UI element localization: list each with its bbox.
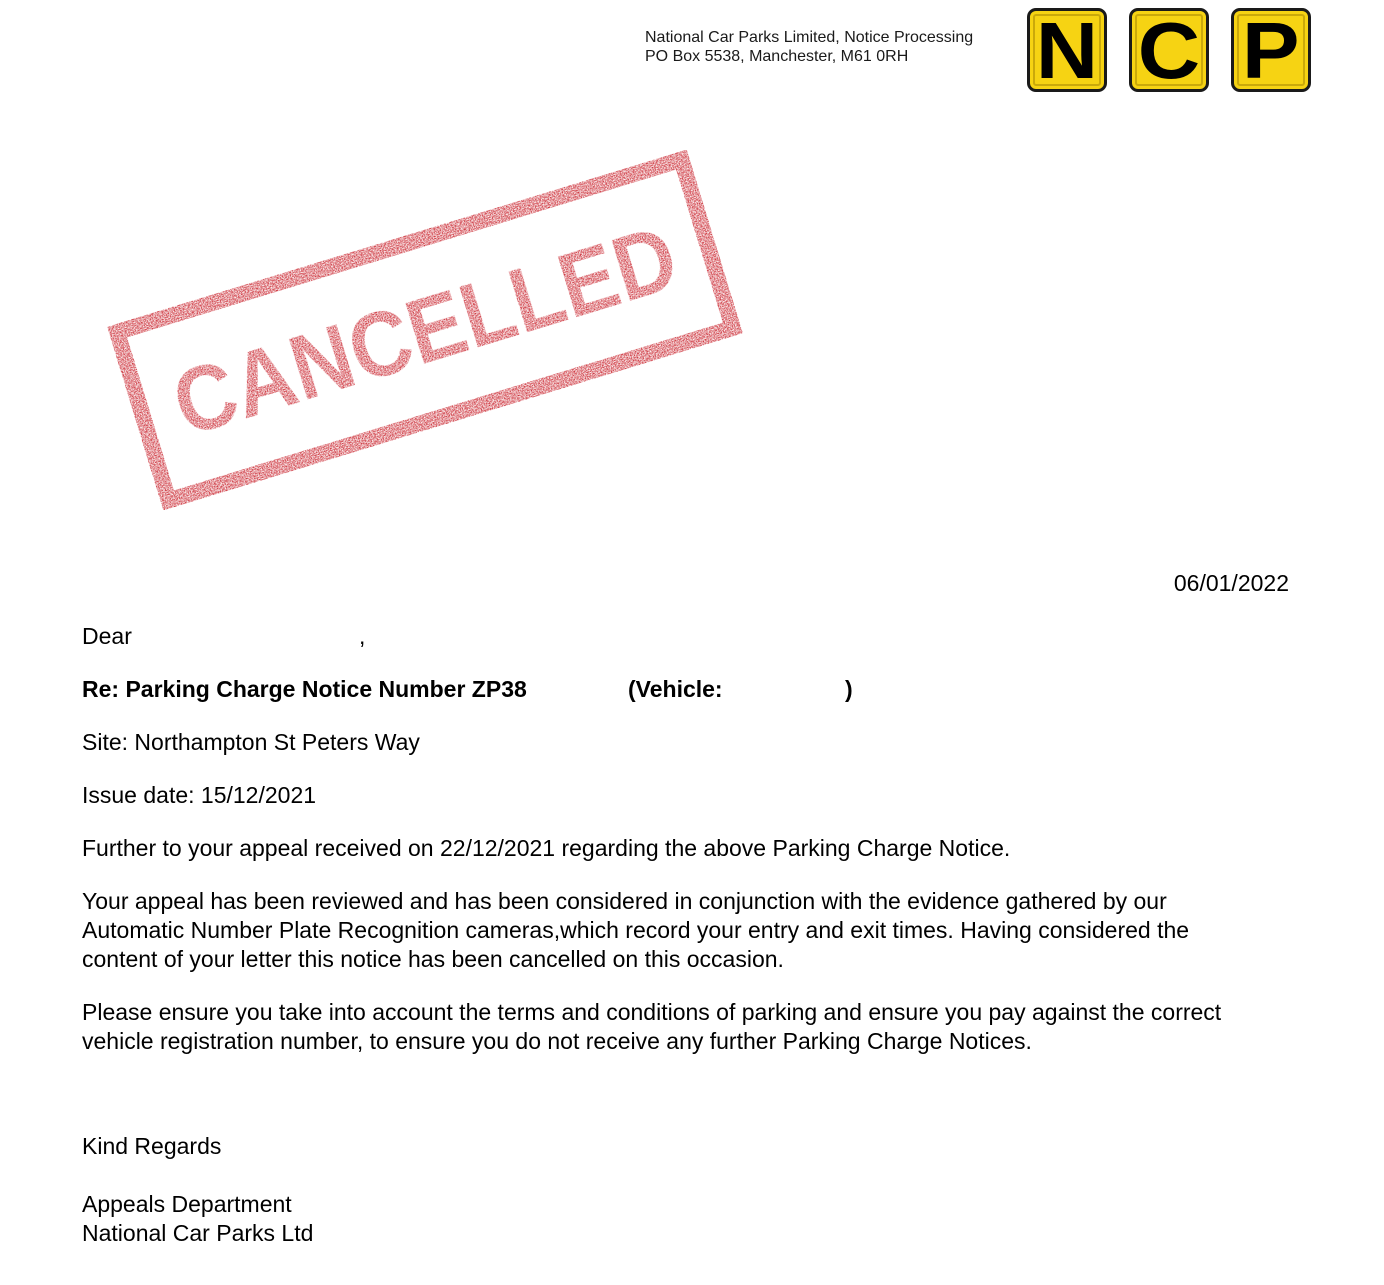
reference-close: ) — [845, 676, 853, 702]
paragraph-appeal-reviewed — [82, 887, 1282, 974]
address-line-1: National Car Parks Limited, Notice Processing — [645, 29, 974, 46]
issue-date-line: Issue date: 15/12/2021 — [82, 782, 317, 808]
paragraph-line: vehicle registration number, to ensure you do not receive any further Parking Charge Notices. — [82, 1028, 1032, 1054]
logo-letter-c: C — [1129, 8, 1209, 92]
paragraph-appeal-received: Further to your appeal received on 22/12/2021 regarding the above Parking Charge Notice. — [82, 835, 1011, 861]
paragraph-terms — [82, 998, 1282, 1056]
address-line-2: PO Box 5538, Manchester, M61 0RH — [645, 48, 909, 65]
reference-line — [82, 675, 882, 704]
signature-block — [82, 1190, 1282, 1248]
letter-date: 06/01/2022 — [1173, 570, 1289, 596]
logo-letter-p: P — [1231, 8, 1311, 92]
sender-address — [645, 28, 973, 66]
salutation-line — [82, 622, 366, 651]
stamp-text: CANCELLED — [161, 192, 735, 456]
signature-company: National Car Parks Ltd — [82, 1220, 314, 1246]
salutation-comma: , — [359, 623, 366, 649]
paragraph-line: Your appeal has been reviewed and has been considered in conjunction with the evidence gathered by our — [82, 888, 1167, 914]
site-line: Site: Northampton St Peters Way — [82, 729, 420, 755]
reference-vehicle: (Vehicle: — [628, 676, 723, 702]
paragraph-line: Automatic Number Plate Recognition cameras,which record your entry and exit times. Having considered the — [82, 917, 1190, 943]
cancelled-stamp — [100, 150, 750, 510]
ncp-logo — [1027, 8, 1315, 96]
paragraph-line: content of your letter this notice has been cancelled on this occasion. — [82, 946, 784, 972]
closing: Kind Regards — [82, 1133, 222, 1159]
signature-department: Appeals Department — [82, 1191, 292, 1217]
logo-letter-n: N — [1027, 8, 1107, 92]
reference-number: Re: Parking Charge Notice Number ZP38 — [82, 676, 527, 702]
salutation: Dear — [82, 623, 132, 649]
paragraph-line: Please ensure you take into account the terms and conditions of parking and ensure you pay against the correct — [82, 999, 1222, 1025]
